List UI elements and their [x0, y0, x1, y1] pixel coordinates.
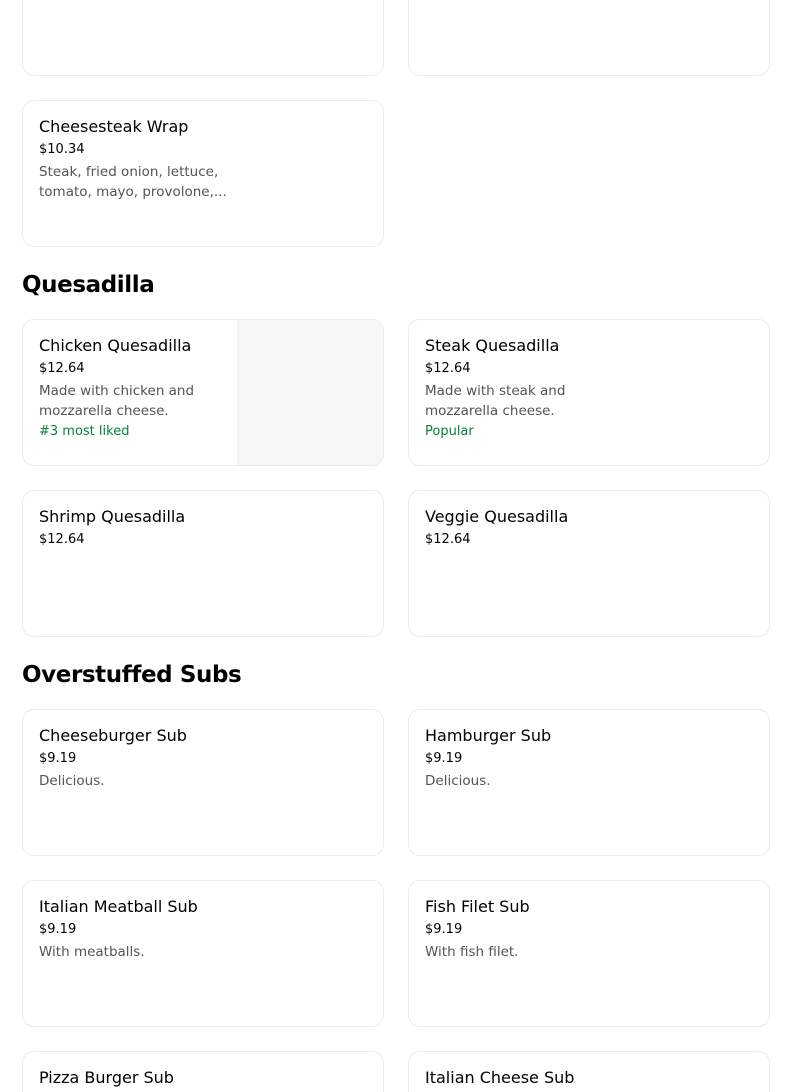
- item-name: Chicken Quesadilla: [39, 336, 192, 355]
- menu-item-card-fish-filet-sub[interactable]: [408, 880, 770, 1027]
- menu-item-card-italian-cheese-sub[interactable]: [408, 1051, 770, 1092]
- item-price: $9.19: [425, 922, 463, 937]
- item-price: $12.64: [39, 532, 85, 547]
- menu-item-card-shrimp-quesadilla[interactable]: [22, 490, 384, 637]
- item-name: Veggie Quesadilla: [425, 507, 569, 526]
- item-badge: Popular: [425, 424, 474, 439]
- menu-item-card-pizza-burger-sub[interactable]: [22, 1051, 384, 1092]
- item-price: $10.34: [39, 142, 85, 157]
- item-name: Cheesesteak Wrap: [39, 117, 189, 136]
- item-description: Made with steak and mozzarella cheese.: [425, 383, 566, 419]
- item-description: Steak, fried onion, lettuce, tomato, mayo, provolone,...: [39, 164, 227, 200]
- menu-item-card-cheesesteak-wrap[interactable]: [22, 100, 384, 247]
- menu-item-card-veggie-quesadilla[interactable]: [408, 490, 770, 637]
- item-price: $9.19: [39, 751, 77, 766]
- item-name: Cheeseburger Sub: [39, 726, 187, 745]
- menu-item-card[interactable]: [22, 0, 384, 76]
- item-name: Italian Cheese Sub: [425, 1068, 575, 1087]
- menu-item-card-cheeseburger-sub[interactable]: [22, 709, 384, 856]
- item-price: $12.64: [39, 361, 85, 376]
- item-name: Shrimp Quesadilla: [39, 507, 186, 526]
- item-description: With fish filet.: [425, 944, 519, 960]
- item-image-placeholder: [237, 320, 383, 465]
- item-price: $9.19: [425, 751, 463, 766]
- item-name: Italian Meatball Sub: [39, 897, 198, 916]
- item-badge: #3 most liked: [39, 424, 130, 439]
- item-price: $12.64: [425, 361, 471, 376]
- item-description: Delicious.: [39, 773, 105, 789]
- item-name: Steak Quesadilla: [425, 336, 560, 355]
- section-title-quesadilla: Quesadilla: [22, 272, 155, 298]
- item-price: $9.19: [39, 922, 77, 937]
- item-name: Pizza Burger Sub: [39, 1068, 174, 1087]
- menu-item-card[interactable]: [408, 0, 770, 76]
- menu-item-card-chicken-quesadilla[interactable]: [22, 319, 384, 466]
- item-name: Hamburger Sub: [425, 726, 552, 745]
- item-description: With meatballs.: [39, 944, 145, 960]
- menu-item-card-steak-quesadilla[interactable]: [408, 319, 770, 466]
- menu-item-card-hamburger-sub[interactable]: [408, 709, 770, 856]
- menu-item-card-italian-meatball-sub[interactable]: [22, 880, 384, 1027]
- item-description: Delicious.: [425, 773, 491, 789]
- section-title-overstuffed-subs: Overstuffed Subs: [22, 662, 242, 688]
- item-price: $12.64: [425, 532, 471, 547]
- item-description: Made with chicken and mozzarella cheese.: [39, 383, 195, 419]
- item-name: Fish Filet Sub: [425, 897, 530, 916]
